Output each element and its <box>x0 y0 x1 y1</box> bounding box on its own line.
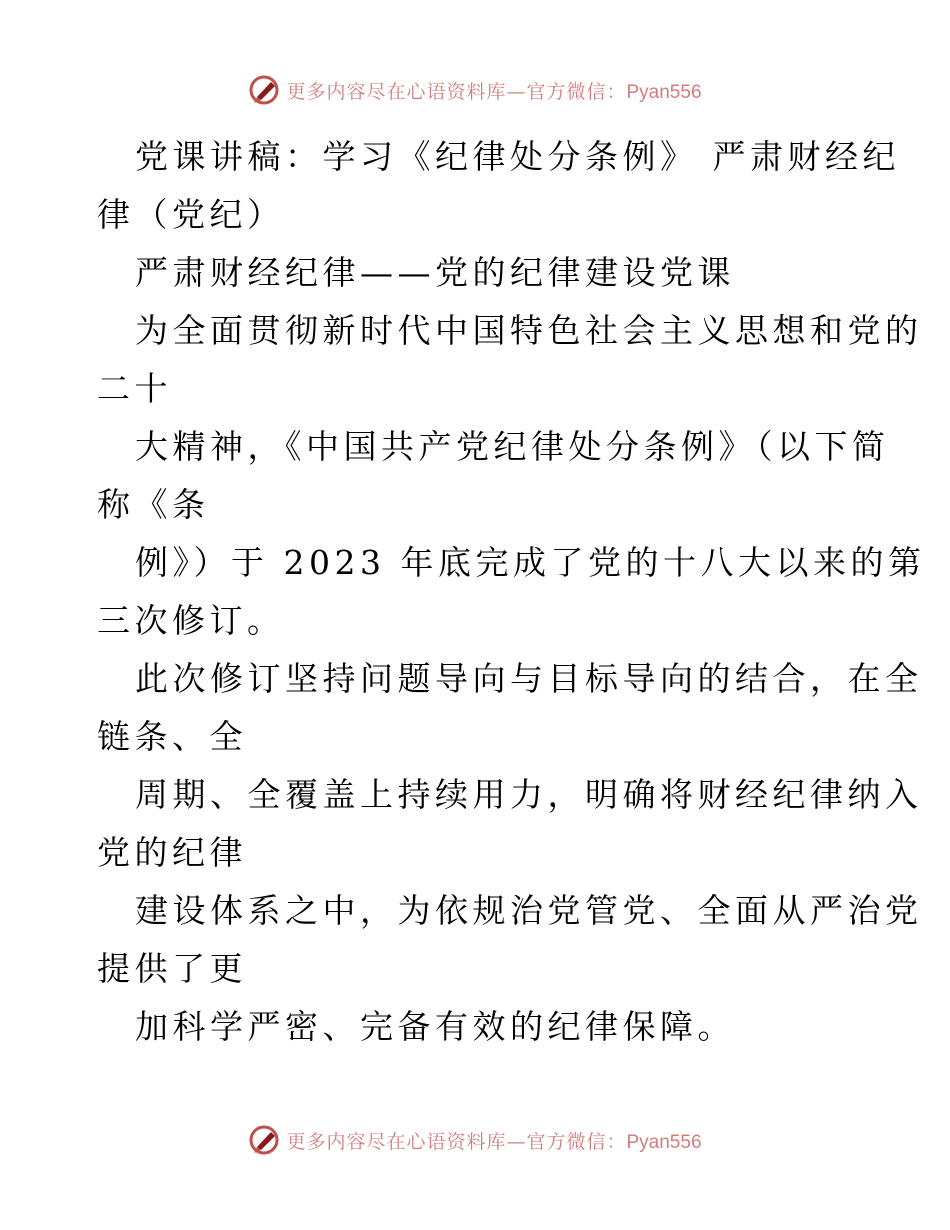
paragraph-line: 例》）于 2023 年底完成了党的十八大以来的第 <box>135 543 926 582</box>
paragraph-line: 此次修订坚持问题导向与目标导向的结合，在全 <box>135 659 923 698</box>
document-body <box>97 128 926 1056</box>
paragraph-line: 建设体系之中，为依规治党管党、全面从严治党 <box>135 891 923 930</box>
paragraph-line: 提供了更 <box>97 949 247 988</box>
pen-logo-icon <box>248 73 282 107</box>
paragraph-line: 称《条 <box>97 485 210 524</box>
watermark-text: 更多内容尽在心语资料库—官方微信：Pyan556 <box>286 1130 702 1153</box>
title-line-2: 律（党纪） <box>97 195 285 234</box>
paragraph-line: 三次修订。 <box>97 601 285 640</box>
paragraph-line: 大精神，《中国共产党纪律处分条例》（以下简 <box>135 427 890 466</box>
paragraph-line: 二十 <box>97 369 172 408</box>
pen-logo-icon <box>248 1123 282 1157</box>
watermark-text: 更多内容尽在心语资料库—官方微信：Pyan556 <box>286 80 702 103</box>
paragraph-line: 链条、全 <box>97 717 247 756</box>
paragraph-line: 为全面贯彻新时代中国特色社会主义思想和党的 <box>135 311 923 350</box>
paragraph-line: 加科学严密、完备有效的纪律保障。 <box>135 1007 735 1046</box>
paragraph-line: 党的纪律 <box>97 833 247 872</box>
subtitle: 严肃财经纪律——党的纪律建设党课 <box>135 253 735 292</box>
paragraph-line: 周期、全覆盖上持续用力，明确将财经纪律纳入 <box>135 775 923 814</box>
footer-watermark <box>0 1120 950 1160</box>
title-line-1: 党课讲稿：学习《纪律处分条例》 严肃财经纪 <box>135 137 900 176</box>
header-watermark <box>0 70 950 110</box>
